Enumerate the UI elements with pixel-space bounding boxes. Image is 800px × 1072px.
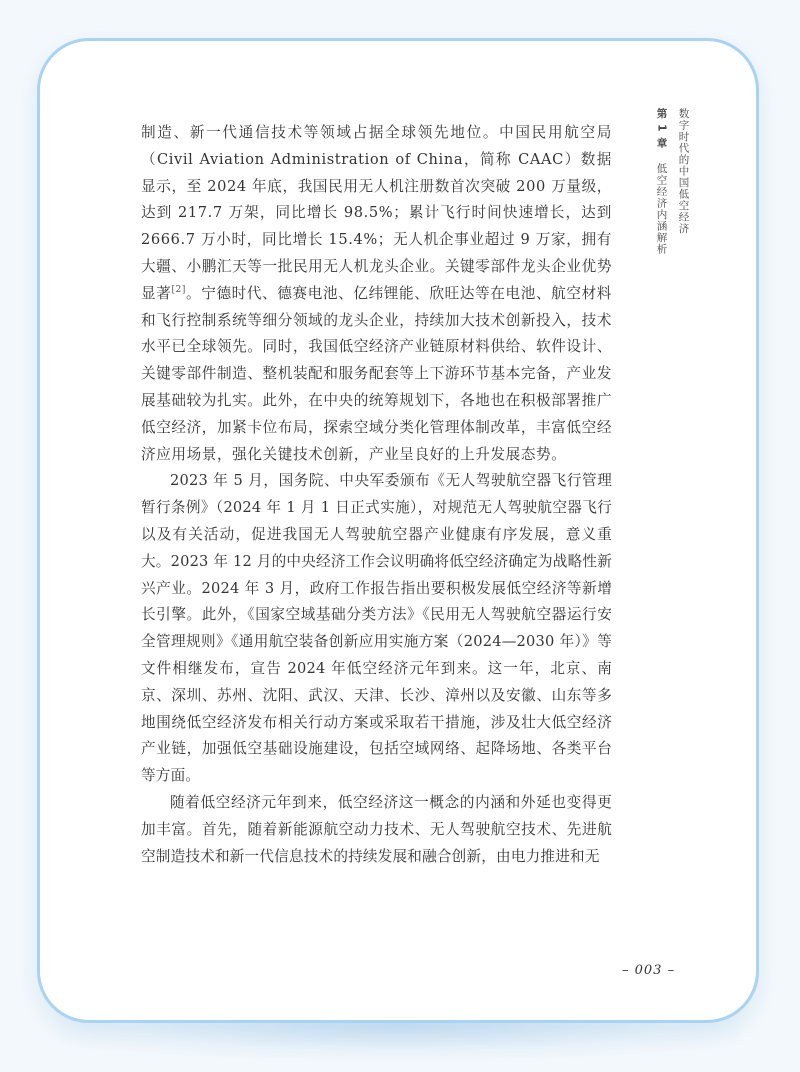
body-text	[141, 120, 612, 870]
paragraph	[141, 120, 612, 468]
paragraph-text: 。宁德时代、德赛电池、亿纬锂能、欣旺达等在电池、航空材料和飞行控制系统等细分领域的龙头企业，持续加大技术创新投入，技术水平已全球领先。同时，我国低空经济产业链原材料供给、软件设计、关键零部件制造、整机装配和服务配套等上下游环节基本完备，产业发展基础较为扎实。此外，在中央的统筹规划下，各地也在积极部署推广低空经济，加紧卡位布局，探索空域分类化管理体制改革，丰富低空经济应用场景，强化关键技术创新，产业呈良好的上升发展态势。	[141, 284, 613, 463]
chapter-title: 低空经济内涵解析	[655, 162, 668, 255]
paragraph: 2023 年 5 月，国务院、中央军委颁布《无人驾驶航空器飞行管理暂行条例》（2024 年 1 月 1 日正式实施），对规范无人驾驶航空器飞行以及有关活动，促进我国无人驾驶航空器产业健康有序发展，意义重大。2023 年 12 月的中央经济工作会议明确将低空经济确定为战略性新兴产业。2024 年 3 月，政府工作报告指出要积极发展低空经济等新增长引擎。此外，《国家空域基础分类方法》《民用无人驾驶航空器运行安全管理规则》《通用航空装备创新应用实施方案（2024—2030 年）》等文件相继发布，宣告 2024 年低空经济元年到来。这一年，北京、南京、深圳、苏州、沈阳、武汉、天津、长沙、漳州以及安徽、山东等多地围绕低空经济发布相关行动方案或采取若干措施，涉及壮大低空经济产业链，加强低空基础设施建设，包括空域网络、起降场地、各类平台等方面。	[141, 472, 612, 785]
running-header	[650, 108, 702, 448]
book-title: 数字时代的中国低空经济	[677, 108, 690, 235]
chapter-label: 第 1 章	[655, 108, 668, 149]
paragraph: 随着低空经济元年到来，低空经济这一概念的内涵和外延也变得更加丰富。首先，随着新能源航空动力技术、无人驾驶航空技术、先进航空制造技术和新一代信息技术的持续发展和融合创新，由电力推进和无	[141, 793, 612, 865]
citation-marker[interactable]: [2]	[171, 284, 186, 295]
page-number: – 003 –	[622, 963, 676, 978]
chapter-heading	[656, 108, 667, 255]
paragraph-text: 制造、新一代通信技术等领域占据全球领先地位。中国民用航空局（Civil Aviation Administration of China，简称 CAAC）数据显示，至 2024 年底，我国民用无人机注册数首次突破 200 万量级，达到 217.7 万架，同比增长 98.5%；累计飞行时间快速增长，达到 2666.7 万小时，同比增长 15.4%；无人机企事业超过 9 万家，拥有大疆、小鹏汇天等一批民用无人机龙头企业。关键零部件龙头企业优势显著	[141, 124, 613, 302]
